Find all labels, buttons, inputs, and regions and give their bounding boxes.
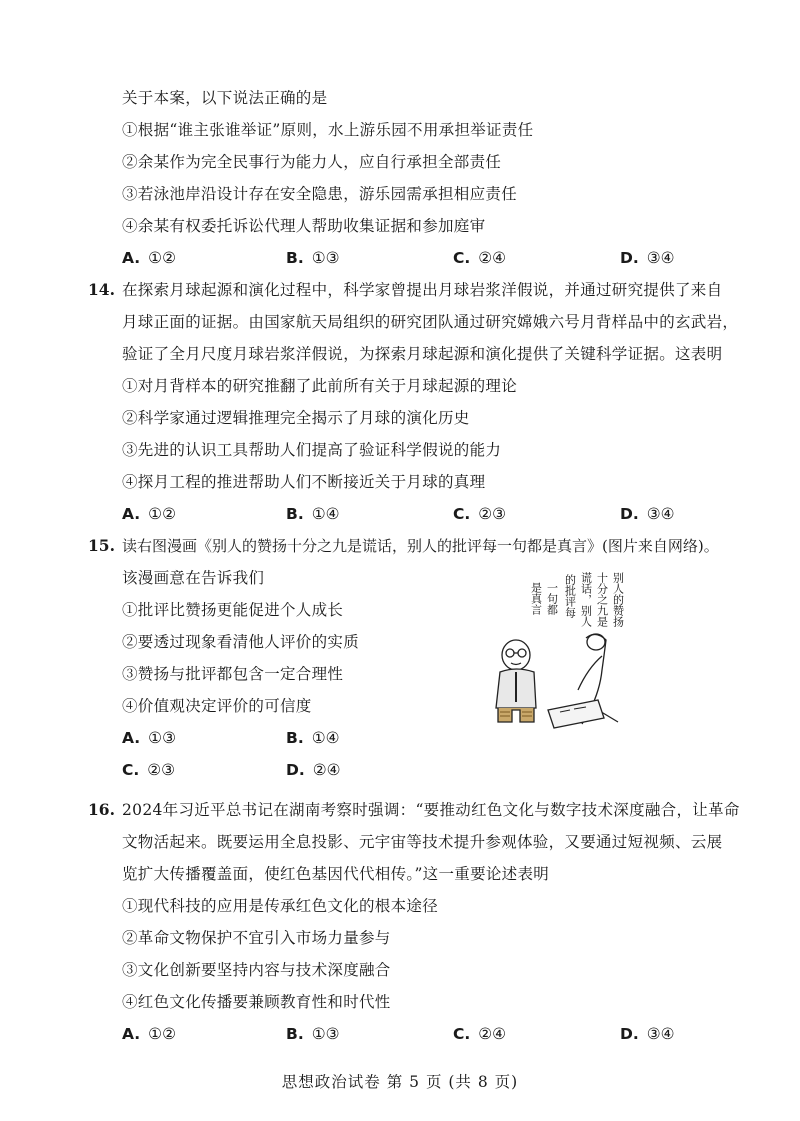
q15-stem-line-1: 读右图漫画《别人的赞扬十分之九是谎话，别人的批评每一句都是真言》(图片来自网络)。 (122, 537, 719, 555)
q13-option-d: D. ③④ (620, 249, 675, 267)
q16-item-2: ②革命文物保护不宜引入市场力量参与 (122, 929, 391, 947)
q14-stem-line-2: 月球正面的证据。由国家航天局组织的研究团队通过研究嫦娥六号月背样品中的玄武岩， (122, 313, 739, 331)
q13-option-a: A. ①② (122, 249, 176, 267)
q15-option-a: A. ①③ (122, 729, 176, 747)
q14-stem-line-1: 在探索月球起源和演化过程中，科学家曾提出月球岩浆洋假说，并通过研究提供了来自 (122, 281, 723, 299)
q15-number: 15. (88, 536, 115, 555)
q16-stem-line-2: 文物活起来。既要运用全息投影、元宇宙等技术提升参观体验，又要通过短视频、云展 (122, 833, 723, 851)
q16-option-d: D. ③④ (620, 1025, 675, 1043)
cartoon-standing-man (496, 640, 536, 722)
cartoon-handwritten-text (530, 571, 625, 627)
q14-option-d: D. ③④ (620, 505, 675, 523)
q15-option-c: C. ②③ (122, 761, 176, 779)
page-footer: 思想政治试卷 第 5 页 (共 8 页) (281, 1073, 519, 1091)
q14-item-1: ①对月背样本的研究推翻了此前所有关于月球起源的理论 (122, 377, 518, 395)
q16-item-4: ④红色文化传播要兼顾教育性和时代性 (122, 993, 391, 1011)
cartoon-illustration (478, 560, 633, 730)
q13-item-1: ①根据“谁主张谁举证”原则，水上游乐园不用承担举证责任 (122, 121, 534, 139)
q15-item-2: ②要透过现象看清他人评价的实质 (122, 633, 360, 651)
cartoon-bowing-writer (548, 634, 618, 728)
q16-number: 16. (88, 800, 115, 819)
q16-option-c: C. ②④ (453, 1025, 507, 1043)
q15-option-d: D. ②④ (286, 761, 341, 779)
q16-stem-line-3: 览扩大传播覆盖面，使红色基因代代相传。”这一重要论述表明 (122, 865, 550, 883)
cartoon-text-col-2: 十分之九是 (595, 572, 609, 627)
q13-item-3: ③若泳池岸沿设计存在安全隐患，游乐园需承担相应责任 (122, 185, 518, 203)
q16-option-a: A. ①② (122, 1025, 176, 1043)
q16-option-b: B. ①③ (286, 1025, 340, 1043)
cartoon-text-col-3: 谎话，别人 (579, 572, 593, 627)
q15-item-4: ④价值观决定评价的可信度 (122, 697, 312, 715)
cartoon-text-col-4: 的批评每 (563, 574, 577, 618)
q14-option-a: A. ①② (122, 505, 176, 523)
q15-stem-line-2: 该漫画意在告诉我们 (122, 569, 265, 587)
q13-option-c: C. ②④ (453, 249, 507, 267)
q15-option-b: B. ①④ (286, 729, 340, 747)
q13-item-2: ②余某作为完全民事行为能力人，应自行承担全部责任 (122, 153, 502, 171)
cartoon-text-col-6: 是真言 (529, 582, 543, 615)
q16-item-3: ③文化创新要坚持内容与技术深度融合 (122, 961, 391, 979)
q13-item-4: ④余某有权委托诉讼代理人帮助收集证据和参加庭审 (122, 217, 486, 235)
q14-number: 14. (88, 280, 115, 299)
cartoon-text-col-1: 别人的赞扬 (611, 572, 625, 627)
q14-item-3: ③先进的认识工具帮助人们提高了验证科学假说的能力 (122, 441, 502, 459)
q14-option-c: C. ②③ (453, 505, 507, 523)
q14-item-4: ④探月工程的推进帮助人们不断接近关于月球的真理 (122, 473, 486, 491)
q15-item-1: ①批评比赞扬更能促进个人成长 (122, 601, 344, 619)
q13-option-b: B. ①③ (286, 249, 340, 267)
q16-item-1: ①现代科技的应用是传承红色文化的根本途径 (122, 897, 439, 915)
q14-option-b: B. ①④ (286, 505, 340, 523)
cartoon-text-col-5: 一句都 (545, 582, 559, 615)
q15-item-3: ③赞扬与批评都包含一定合理性 (122, 665, 344, 683)
q13-stem: 关于本案，以下说法正确的是 (122, 89, 328, 107)
q16-stem-line-1: 2024年习近平总书记在湖南考察时强调：“要推动红色文化与数字技术深度融合，让革命 (122, 801, 740, 819)
q14-stem-line-3: 验证了全月尺度月球岩浆洋假说，为探索月球起源和演化提供了关键科学证据。这表明 (122, 345, 723, 363)
q14-item-2: ②科学家通过逻辑推理完全揭示了月球的演化历史 (122, 409, 470, 427)
